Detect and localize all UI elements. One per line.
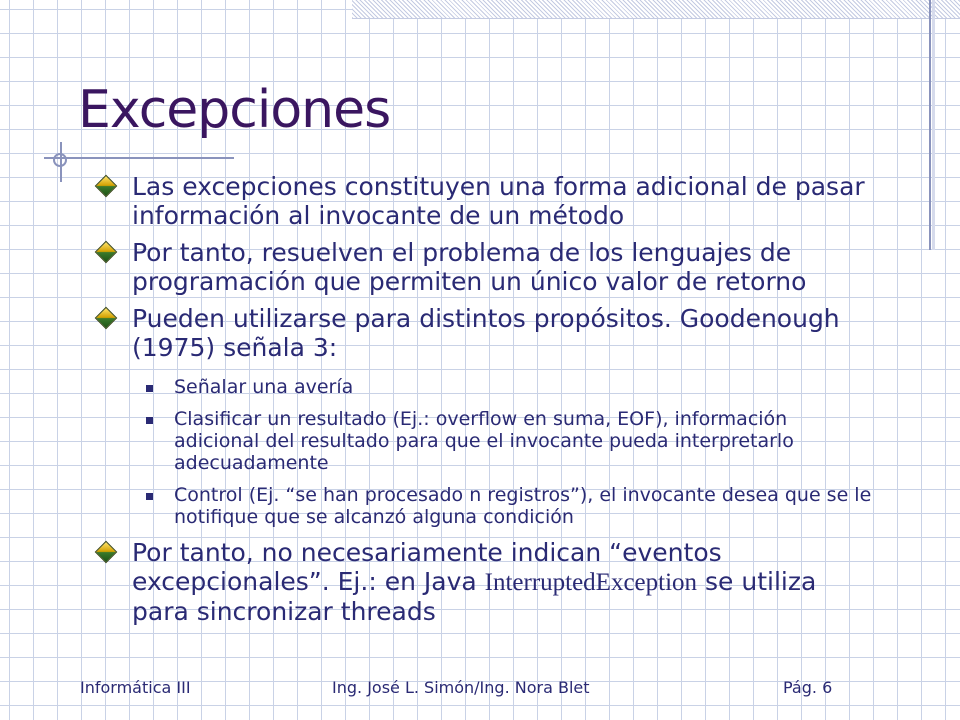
bullet-item	[96, 538, 876, 626]
bullet-text: Las excepciones constituyen una forma adicional de pasar información al invocante de un método	[132, 172, 865, 230]
slide-title: Excepciones	[78, 80, 391, 140]
bullet-code-term: InterruptedException	[484, 569, 698, 596]
bullet-item	[96, 304, 876, 362]
target-ring-icon	[53, 153, 67, 167]
square-bullet-icon	[146, 385, 153, 392]
bullet-text: Por tanto, resuelven el problema de los lenguajes de programación que permiten un único valor de retorno	[132, 238, 807, 296]
diamond-bullet-icon	[95, 241, 118, 264]
footer-page-number: Pág. 6	[783, 678, 833, 697]
bullet-text: Pueden utilizarse para distintos propósitos. Goodenough (1975) señala 3:	[132, 304, 840, 362]
bullet-item	[96, 238, 876, 296]
bullet-text-before: Por tanto, no necesariamente indican “eventos excepcionales”. Ej.: en Java	[132, 538, 722, 596]
sub-bullet-text: Señalar una avería	[174, 376, 354, 398]
decorative-hatch-band	[352, 0, 960, 19]
bullet-item	[96, 172, 876, 230]
sub-bullet-item	[96, 484, 876, 528]
footer-authors: Ing. José L. Simón/Ing. Nora Blet	[332, 678, 590, 697]
footer-course: Informática III	[80, 678, 191, 697]
sub-bullet-text: Control (Ej. “se han procesado n registros”), el invocante desea que se le notifique que se alcanzó alguna condición	[174, 484, 872, 528]
diamond-bullet-icon	[95, 307, 118, 330]
sub-bullet-item	[96, 408, 876, 474]
decorative-vertical-rule	[929, 0, 931, 250]
diamond-bullet-icon	[95, 541, 118, 564]
bullet-text-after: se utiliza para sincronizar threads	[132, 567, 817, 626]
decorative-title-rule	[44, 157, 234, 159]
diamond-bullet-icon	[95, 175, 118, 198]
decorative-vertical-rule-shadow	[932, 0, 935, 250]
slide-content	[96, 172, 876, 634]
square-bullet-icon	[146, 417, 153, 424]
sub-bullet-item	[96, 376, 876, 398]
sub-bullet-text: Clasificar un resultado (Ej.: overflow en suma, EOF), información adicional del resultado para que el invocante pueda interpretarlo adecuadamente	[174, 408, 794, 474]
square-bullet-icon	[146, 493, 153, 500]
